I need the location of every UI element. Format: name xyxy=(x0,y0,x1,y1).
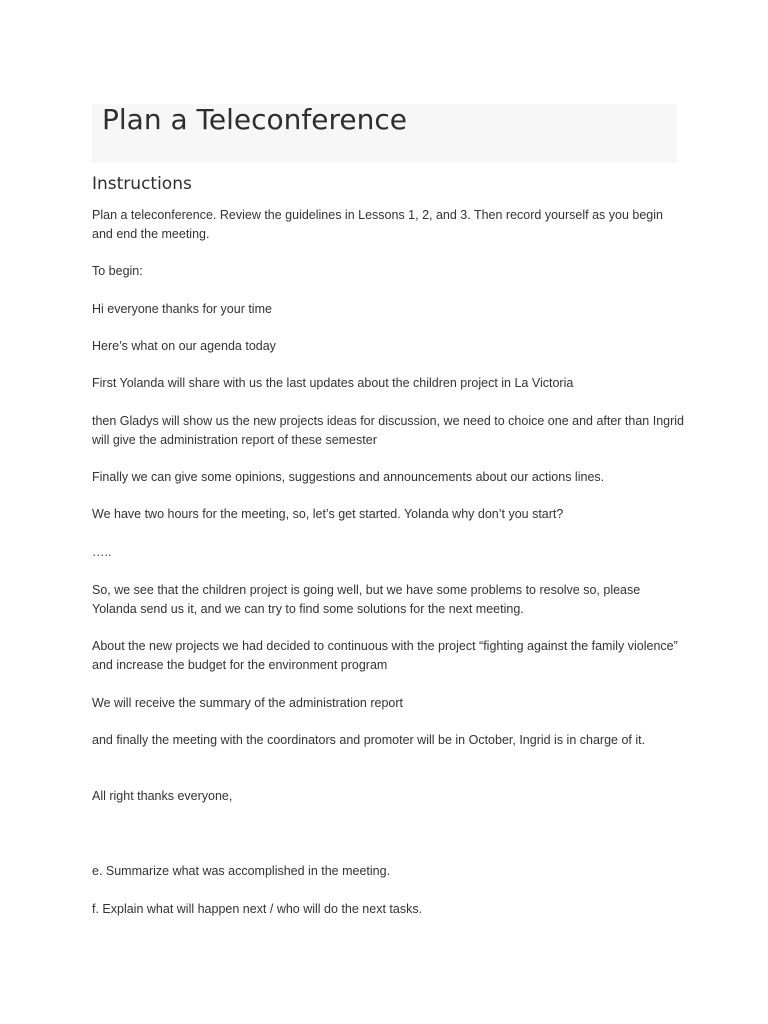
paragraph-children-project: So, we see that the children project is going well, but we have some problems to resolve so, please Yolanda send us it, and we can try to find some solutions for the next meeting. xyxy=(92,583,641,616)
paragraph-new-projects: About the new projects we had decided to continuous with the project “fighting against the family violence” and increase the budget for the environment program xyxy=(92,639,678,672)
paragraph-opinions: Finally we can give some opinions, suggestions and announcements about our actions lines. xyxy=(92,470,605,484)
paragraph-to-begin: To begin: xyxy=(92,264,143,278)
paragraph-explain-next: f. Explain what will happen next / who will do the next tasks. xyxy=(92,902,423,916)
paragraph-gladys-ingrid: then Gladys will show us the new projects ideas for discussion, we need to choice one and after than Ingrid will give the administration report of these semester xyxy=(92,414,685,447)
title-banner xyxy=(92,104,677,163)
paragraph-agenda: Here’s what on our agenda today xyxy=(92,339,276,353)
section-heading-instructions: Instructions xyxy=(92,174,192,194)
paragraph-summarize: e. Summarize what was accomplished in the meeting. xyxy=(92,864,391,878)
paragraph-greeting: Hi everyone thanks for your time xyxy=(92,302,272,316)
paragraph-two-hours: We have two hours for the meeting, so, let’s get started. Yolanda why don’t you start? xyxy=(92,507,564,521)
paragraph-coordinators: and finally the meeting with the coordinators and promoter will be in October, Ingrid is in charge of it. xyxy=(92,733,646,747)
page-title: Plan a Teleconference xyxy=(102,103,407,136)
paragraph-admin-report: We will receive the summary of the administration report xyxy=(92,696,403,710)
paragraph-ellipsis: ….. xyxy=(92,545,112,559)
paragraph-yolanda-update: First Yolanda will share with us the last updates about the children project in La Victoria xyxy=(92,376,574,390)
paragraph-instructions: Plan a teleconference. Review the guidelines in Lessons 1, 2, and 3. Then record yourself as you begin and end the meeting. xyxy=(92,208,663,241)
paragraph-thanks: All right thanks everyone, xyxy=(92,789,233,803)
